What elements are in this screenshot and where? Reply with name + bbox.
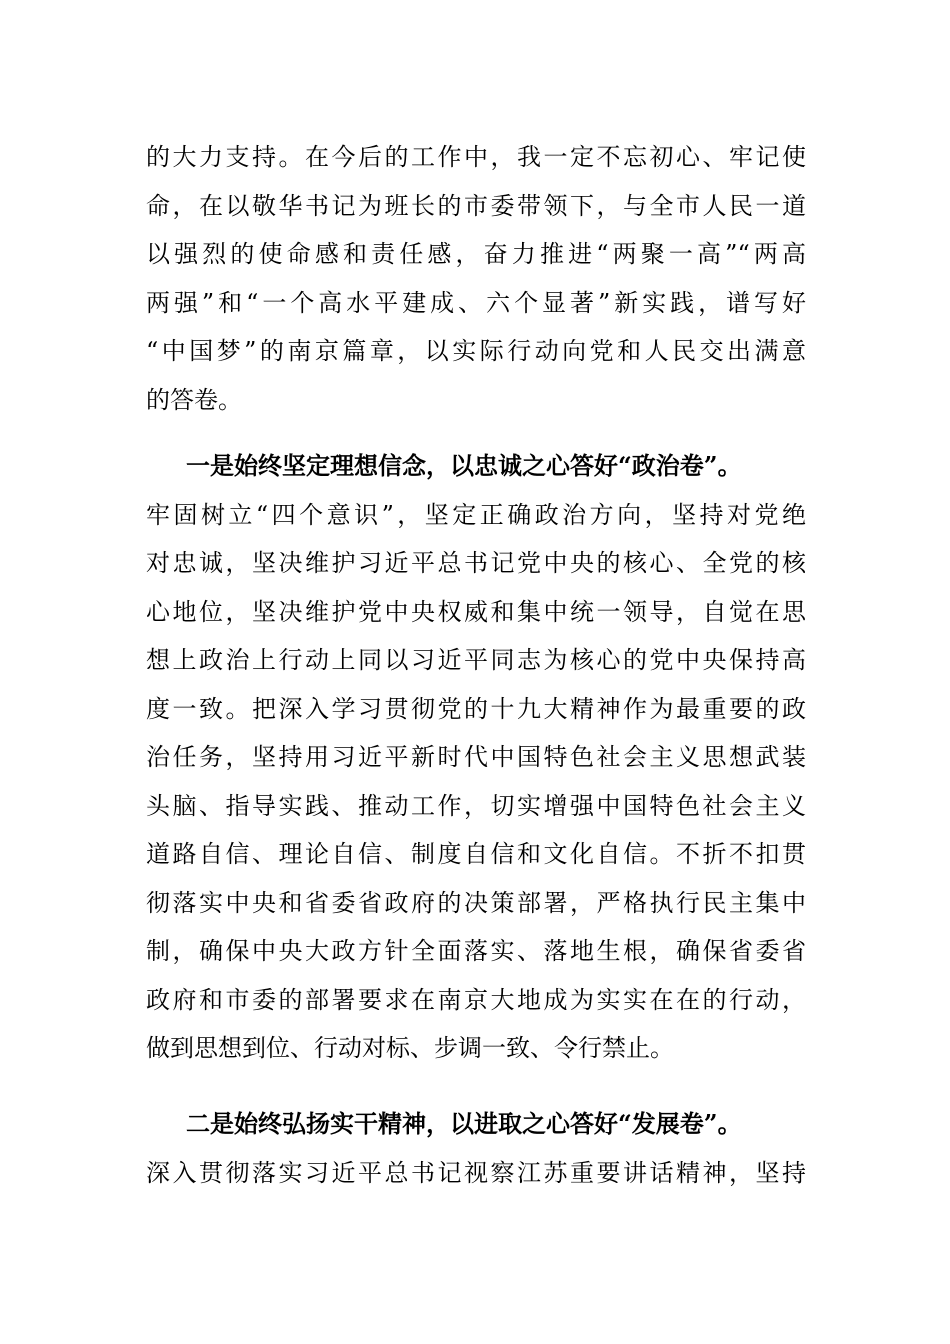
paragraph-line: 彻落实中央和省委省政府的决策部署，严格执行民主集中 <box>146 888 806 917</box>
paragraph-line: 深入贯彻落实习近平总书记视察江苏重要讲话精神，坚持 <box>146 1158 806 1187</box>
paragraph-line: 的答卷。 <box>146 385 242 414</box>
section-1 <box>146 442 806 1073</box>
paragraph-line: 度一致。把深入学习贯彻党的十九大精神作为最重要的政 <box>146 694 806 723</box>
paragraph-line: 两强”和“一个高水平建成、六个显著”新实践，谱写好 <box>146 288 806 317</box>
paragraph-line: 道路自信、理论自信、制度自信和文化自信。不折不扣贯 <box>146 840 806 868</box>
paragraph-line: 做到思想到位、行动对标、步调一致、令行禁止。 <box>146 1034 674 1062</box>
section-2 <box>146 1100 806 1197</box>
paragraph-line: 头脑、指导实践、推动工作，切实增强中国特色社会主义 <box>146 791 806 820</box>
paragraph-line: 对忠诚，坚决维护习近平总书记党中央的核心、全党的核 <box>146 549 806 577</box>
paragraph-line: 的大力支持。在今后的工作中，我一定不忘初心、牢记使 <box>146 143 806 171</box>
continued-paragraph <box>146 133 806 424</box>
paragraph-line: 想上政治上行动上同以习近平同志为核心的党中央保持高 <box>146 646 806 674</box>
paragraph-line: 政府和市委的部署要求在南京大地成为实实在在的行动， <box>146 985 806 1014</box>
paragraph-line: 治任务，坚持用习近平新时代中国特色社会主义思想武装 <box>146 743 806 771</box>
paragraph-line: 牢固树立“四个意识”，坚定正确政治方向，坚持对党绝 <box>146 500 806 529</box>
paragraph-line: 以强烈的使命感和责任感，奋力推进“两聚一高”“两高 <box>146 240 806 268</box>
section-2-heading: 二是始终弘扬实干精神，以进取之心答好“发展卷”。 <box>186 1109 742 1138</box>
paragraph-line: “中国梦”的南京篇章，以实际行动向党和人民交出满意 <box>146 337 806 365</box>
section-1-heading: 一是始终坚定理想信念，以忠诚之心答好“政治卷”。 <box>186 451 742 480</box>
paragraph-line: 命，在以敬华书记为班长的市委带领下，与全市人民一道 <box>146 191 806 220</box>
paragraph-line: 心地位，坚决维护党中央权威和集中统一领导，自觉在思 <box>146 597 806 626</box>
paragraph-line: 制，确保中央大政方针全面落实、落地生根，确保省委省 <box>146 937 806 965</box>
